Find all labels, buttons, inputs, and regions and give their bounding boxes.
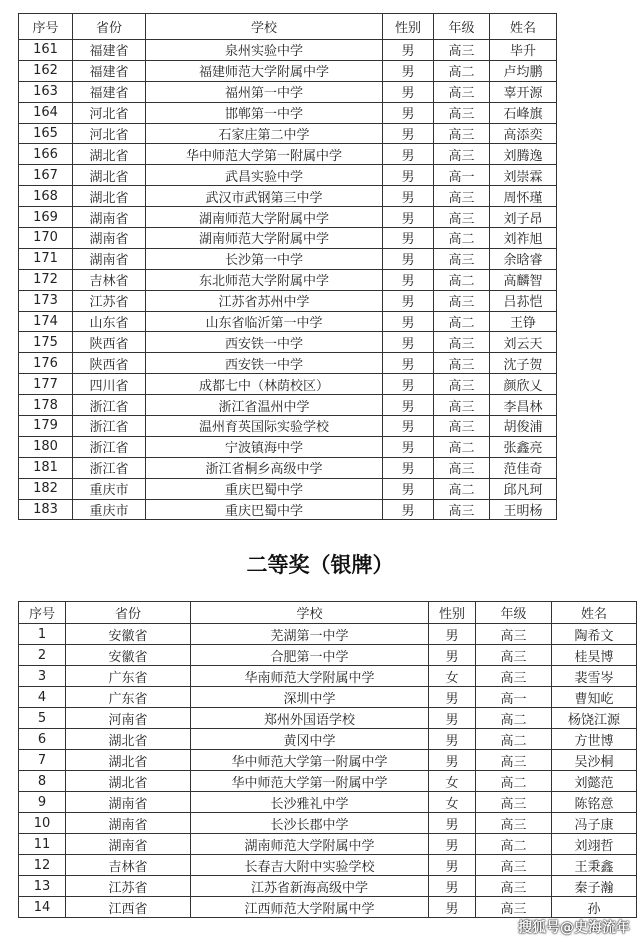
cell-name: 秦子瀚 (552, 876, 637, 897)
cell-school: 华中师范大学第一附属中学 (146, 144, 383, 165)
cell-school: 郑州外国语学校 (191, 708, 429, 729)
cell-province: 陕西省 (73, 353, 146, 374)
cell-province: 浙江省 (73, 436, 146, 457)
cell-gender: 男 (383, 186, 434, 207)
cell-name: 陶希文 (552, 624, 637, 645)
cell-gender: 男 (383, 374, 434, 395)
table-row (19, 855, 637, 876)
cell-index: 172 (19, 269, 73, 290)
header-gender: 性别 (383, 14, 434, 40)
cell-province: 江西省 (66, 897, 191, 918)
cell-province: 福建省 (73, 40, 146, 61)
table-row (19, 708, 637, 729)
cell-index: 161 (19, 40, 73, 61)
cell-province: 重庆市 (73, 478, 146, 499)
cell-index: 171 (19, 248, 73, 269)
cell-province: 湖南省 (66, 813, 191, 834)
cell-province: 安徽省 (66, 624, 191, 645)
cell-grade: 高三 (434, 374, 490, 395)
cell-gender: 男 (383, 165, 434, 186)
cell-name: 曹知屹 (552, 687, 637, 708)
cell-province: 浙江省 (73, 395, 146, 416)
cell-index: 9 (19, 792, 66, 813)
cell-grade: 高三 (434, 207, 490, 228)
cell-grade: 高三 (434, 123, 490, 144)
cell-school: 芜湖第一中学 (191, 624, 429, 645)
cell-index: 165 (19, 123, 73, 144)
table-row (19, 792, 637, 813)
cell-index: 176 (19, 353, 73, 374)
cell-grade: 高三 (434, 290, 490, 311)
cell-grade: 高三 (476, 876, 552, 897)
cell-province: 安徽省 (66, 645, 191, 666)
header-province: 省份 (73, 14, 146, 40)
cell-gender: 男 (429, 876, 476, 897)
table-row (19, 374, 557, 395)
cell-name: 高添奕 (490, 123, 557, 144)
cell-province: 湖南省 (73, 207, 146, 228)
cell-gender: 男 (383, 499, 434, 520)
cell-grade: 高三 (434, 144, 490, 165)
table-row (19, 311, 557, 332)
cell-name: 卢均鹏 (490, 60, 557, 81)
cell-name: 吴沙桐 (552, 750, 637, 771)
cell-index: 6 (19, 729, 66, 750)
cell-gender: 女 (429, 666, 476, 687)
cell-name: 刘云天 (490, 332, 557, 353)
cell-index: 14 (19, 897, 66, 918)
cell-province: 江苏省 (73, 290, 146, 311)
cell-index: 181 (19, 457, 73, 478)
cell-index: 166 (19, 144, 73, 165)
cell-province: 广东省 (66, 666, 191, 687)
cell-name: 王秉鑫 (552, 855, 637, 876)
cell-school: 浙江省温州中学 (146, 395, 383, 416)
cell-school: 宁波镇海中学 (146, 436, 383, 457)
section-title-silver: 二等奖（银牌） (246, 553, 394, 577)
table-row (19, 81, 557, 102)
cell-name: 张鑫亮 (490, 436, 557, 457)
cell-gender: 男 (429, 897, 476, 918)
cell-gender: 男 (429, 813, 476, 834)
cell-grade: 高二 (434, 60, 490, 81)
cell-gender: 男 (383, 332, 434, 353)
table-row (19, 353, 557, 374)
cell-gender: 男 (429, 750, 476, 771)
cell-name: 周怀瑾 (490, 186, 557, 207)
cell-name: 刘祚旭 (490, 228, 557, 249)
cell-grade: 高二 (476, 729, 552, 750)
cell-grade: 高三 (434, 499, 490, 520)
table-row (19, 102, 557, 123)
cell-school: 江苏省新海高级中学 (191, 876, 429, 897)
cell-gender: 男 (383, 311, 434, 332)
cell-index: 162 (19, 60, 73, 81)
table-row (19, 876, 637, 897)
table-row (19, 457, 557, 478)
table-row (19, 436, 557, 457)
cell-province: 湖北省 (73, 186, 146, 207)
cell-index: 163 (19, 81, 73, 102)
table-row (19, 123, 557, 144)
cell-school: 深圳中学 (191, 687, 429, 708)
cell-gender: 男 (429, 708, 476, 729)
cell-name: 刘子昂 (490, 207, 557, 228)
cell-grade: 高一 (434, 165, 490, 186)
cell-name: 刘腾逸 (490, 144, 557, 165)
table-row (19, 897, 637, 918)
cell-gender: 男 (429, 645, 476, 666)
cell-province: 湖北省 (73, 144, 146, 165)
cell-grade: 高三 (476, 666, 552, 687)
cell-gender: 男 (429, 855, 476, 876)
cell-school: 华南师范大学附属中学 (191, 666, 429, 687)
cell-school: 武昌实验中学 (146, 165, 383, 186)
cell-index: 169 (19, 207, 73, 228)
cell-index: 10 (19, 813, 66, 834)
cell-grade: 高二 (434, 311, 490, 332)
cell-index: 8 (19, 771, 66, 792)
cell-name: 刘懿范 (552, 771, 637, 792)
cell-index: 180 (19, 436, 73, 457)
cell-school: 湖南师范大学附属中学 (146, 207, 383, 228)
cell-index: 182 (19, 478, 73, 499)
cell-index: 183 (19, 499, 73, 520)
cell-grade: 高一 (476, 687, 552, 708)
table-row (19, 645, 637, 666)
cell-province: 吉林省 (73, 269, 146, 290)
cell-grade: 高二 (476, 771, 552, 792)
cell-school: 重庆巴蜀中学 (146, 478, 383, 499)
cell-name: 王明杨 (490, 499, 557, 520)
header-grade: 年级 (434, 14, 490, 40)
table-row (19, 834, 637, 855)
cell-school: 长沙雅礼中学 (191, 792, 429, 813)
cell-index: 179 (19, 416, 73, 437)
cell-school: 温州育英国际实验学校 (146, 416, 383, 437)
cell-province: 江苏省 (66, 876, 191, 897)
cell-gender: 男 (429, 624, 476, 645)
cell-index: 177 (19, 374, 73, 395)
cell-gender: 男 (383, 269, 434, 290)
cell-gender: 男 (383, 290, 434, 311)
cell-name: 石峰旗 (490, 102, 557, 123)
cell-province: 湖北省 (66, 750, 191, 771)
table-row (19, 687, 637, 708)
cell-school: 黄冈中学 (191, 729, 429, 750)
cell-school: 泉州实验中学 (146, 40, 383, 61)
cell-gender: 男 (429, 729, 476, 750)
cell-name: 范佳奇 (490, 457, 557, 478)
cell-index: 168 (19, 186, 73, 207)
cell-gender: 男 (383, 123, 434, 144)
cell-grade: 高三 (434, 457, 490, 478)
cell-name: 孙 (552, 897, 637, 918)
cell-province: 湖南省 (66, 834, 191, 855)
cell-index: 170 (19, 228, 73, 249)
table-row (19, 60, 557, 81)
cell-province: 湖北省 (73, 165, 146, 186)
gold-medal-table-continued (18, 13, 557, 520)
cell-gender: 男 (383, 102, 434, 123)
table-row (19, 416, 557, 437)
cell-gender: 男 (383, 248, 434, 269)
cell-school: 福州第一中学 (146, 81, 383, 102)
cell-province: 浙江省 (73, 416, 146, 437)
cell-name: 邱凡珂 (490, 478, 557, 499)
cell-grade: 高二 (476, 834, 552, 855)
header-province: 省份 (66, 602, 191, 624)
cell-grade: 高二 (476, 708, 552, 729)
cell-index: 5 (19, 708, 66, 729)
cell-index: 7 (19, 750, 66, 771)
header-index: 序号 (19, 602, 66, 624)
header-grade: 年级 (476, 602, 552, 624)
cell-gender: 男 (383, 228, 434, 249)
cell-gender: 男 (383, 436, 434, 457)
cell-name: 高麟智 (490, 269, 557, 290)
table-row (19, 228, 557, 249)
cell-gender: 男 (383, 40, 434, 61)
table-row (19, 332, 557, 353)
header-school: 学校 (191, 602, 429, 624)
cell-grade: 高三 (476, 813, 552, 834)
cell-grade: 高二 (434, 436, 490, 457)
cell-index: 1 (19, 624, 66, 645)
header-name: 姓名 (552, 602, 637, 624)
table-row (19, 499, 557, 520)
cell-gender: 男 (383, 416, 434, 437)
cell-gender: 男 (383, 60, 434, 81)
cell-school: 华中师范大学第一附属中学 (191, 771, 429, 792)
cell-name: 颜欣乂 (490, 374, 557, 395)
cell-school: 石家庄第二中学 (146, 123, 383, 144)
cell-index: 13 (19, 876, 66, 897)
cell-school: 合肥第一中学 (191, 645, 429, 666)
table-row (19, 813, 637, 834)
cell-school: 福建师范大学附属中学 (146, 60, 383, 81)
table-row (19, 624, 637, 645)
cell-name: 刘翊哲 (552, 834, 637, 855)
cell-grade: 高三 (434, 248, 490, 269)
cell-province: 河北省 (73, 123, 146, 144)
table-row (19, 144, 557, 165)
cell-school: 江西师范大学附属中学 (191, 897, 429, 918)
cell-province: 福建省 (73, 81, 146, 102)
cell-name: 王铮 (490, 311, 557, 332)
cell-gender: 男 (383, 207, 434, 228)
cell-index: 175 (19, 332, 73, 353)
cell-index: 12 (19, 855, 66, 876)
cell-grade: 高三 (434, 81, 490, 102)
header-row (19, 14, 557, 40)
cell-school: 湖南师范大学附属中学 (146, 228, 383, 249)
cell-school: 重庆巴蜀中学 (146, 499, 383, 520)
cell-gender: 男 (383, 81, 434, 102)
table-row (19, 395, 557, 416)
cell-index: 167 (19, 165, 73, 186)
header-gender: 性别 (429, 602, 476, 624)
cell-name: 胡俊浦 (490, 416, 557, 437)
cell-school: 湖南师范大学附属中学 (191, 834, 429, 855)
cell-gender: 男 (383, 395, 434, 416)
table-row (19, 207, 557, 228)
cell-name: 李昌林 (490, 395, 557, 416)
cell-gender: 男 (383, 144, 434, 165)
cell-school: 成都七中（林荫校区） (146, 374, 383, 395)
cell-grade: 高三 (476, 897, 552, 918)
cell-grade: 高三 (476, 645, 552, 666)
cell-province: 山东省 (73, 311, 146, 332)
table-row (19, 478, 557, 499)
cell-grade: 高三 (434, 353, 490, 374)
cell-name: 吕荪恺 (490, 290, 557, 311)
cell-province: 四川省 (73, 374, 146, 395)
header-name: 姓名 (490, 14, 557, 40)
cell-school: 西安铁一中学 (146, 332, 383, 353)
cell-name: 冯子康 (552, 813, 637, 834)
cell-name: 毕升 (490, 40, 557, 61)
cell-grade: 高三 (434, 186, 490, 207)
cell-index: 3 (19, 666, 66, 687)
cell-grade: 高三 (434, 395, 490, 416)
cell-province: 重庆市 (73, 499, 146, 520)
cell-name: 沈子贺 (490, 353, 557, 374)
cell-province: 湖北省 (66, 771, 191, 792)
cell-index: 178 (19, 395, 73, 416)
cell-school: 邯郸第一中学 (146, 102, 383, 123)
cell-index: 11 (19, 834, 66, 855)
cell-province: 河北省 (73, 102, 146, 123)
header-school: 学校 (146, 14, 383, 40)
table-row (19, 269, 557, 290)
cell-name: 刘崇霖 (490, 165, 557, 186)
cell-school: 西安铁一中学 (146, 353, 383, 374)
table-row (19, 666, 637, 687)
cell-index: 164 (19, 102, 73, 123)
cell-grade: 高二 (434, 478, 490, 499)
cell-province: 湖南省 (73, 228, 146, 249)
cell-grade: 高三 (476, 855, 552, 876)
cell-province: 吉林省 (66, 855, 191, 876)
cell-grade: 高三 (476, 624, 552, 645)
cell-school: 华中师范大学第一附属中学 (191, 750, 429, 771)
cell-gender: 女 (429, 771, 476, 792)
cell-province: 湖南省 (66, 792, 191, 813)
cell-name: 杨饶江源 (552, 708, 637, 729)
cell-province: 河南省 (66, 708, 191, 729)
cell-name: 辜开源 (490, 81, 557, 102)
cell-province: 湖南省 (73, 248, 146, 269)
cell-name: 裴雪岑 (552, 666, 637, 687)
table-row (19, 290, 557, 311)
cell-province: 浙江省 (73, 457, 146, 478)
table-row (19, 729, 637, 750)
cell-school: 东北师范大学附属中学 (146, 269, 383, 290)
cell-gender: 男 (383, 478, 434, 499)
table-row (19, 750, 637, 771)
cell-grade: 高三 (476, 750, 552, 771)
cell-school: 江苏省苏州中学 (146, 290, 383, 311)
cell-school: 长春吉大附中实验学校 (191, 855, 429, 876)
cell-school: 浙江省桐乡高级中学 (146, 457, 383, 478)
cell-gender: 女 (429, 792, 476, 813)
cell-school: 武汉市武钢第三中学 (146, 186, 383, 207)
watermark: 搜狐号@史海流年 (518, 920, 630, 936)
cell-province: 广东省 (66, 687, 191, 708)
cell-index: 173 (19, 290, 73, 311)
cell-name: 余晗睿 (490, 248, 557, 269)
cell-province: 湖北省 (66, 729, 191, 750)
header-row (19, 602, 637, 624)
cell-grade: 高三 (434, 332, 490, 353)
table-row (19, 248, 557, 269)
cell-grade: 高三 (434, 102, 490, 123)
cell-school: 山东省临沂第一中学 (146, 311, 383, 332)
cell-school: 长沙第一中学 (146, 248, 383, 269)
cell-province: 福建省 (73, 60, 146, 81)
cell-index: 2 (19, 645, 66, 666)
cell-gender: 男 (383, 457, 434, 478)
cell-grade: 高三 (434, 40, 490, 61)
cell-grade: 高三 (434, 416, 490, 437)
cell-gender: 男 (383, 353, 434, 374)
cell-grade: 高二 (434, 269, 490, 290)
cell-grade: 高三 (476, 792, 552, 813)
cell-school: 长沙长郡中学 (191, 813, 429, 834)
cell-name: 陈铭意 (552, 792, 637, 813)
cell-index: 174 (19, 311, 73, 332)
table-row (19, 40, 557, 61)
table-row (19, 771, 637, 792)
cell-name: 方世博 (552, 729, 637, 750)
table-row (19, 186, 557, 207)
table-row (19, 165, 557, 186)
cell-grade: 高二 (434, 228, 490, 249)
cell-index: 4 (19, 687, 66, 708)
cell-province: 陕西省 (73, 332, 146, 353)
header-index: 序号 (19, 14, 73, 40)
cell-gender: 男 (429, 834, 476, 855)
cell-gender: 男 (429, 687, 476, 708)
cell-name: 桂昊博 (552, 645, 637, 666)
silver-medal-table (18, 601, 637, 918)
